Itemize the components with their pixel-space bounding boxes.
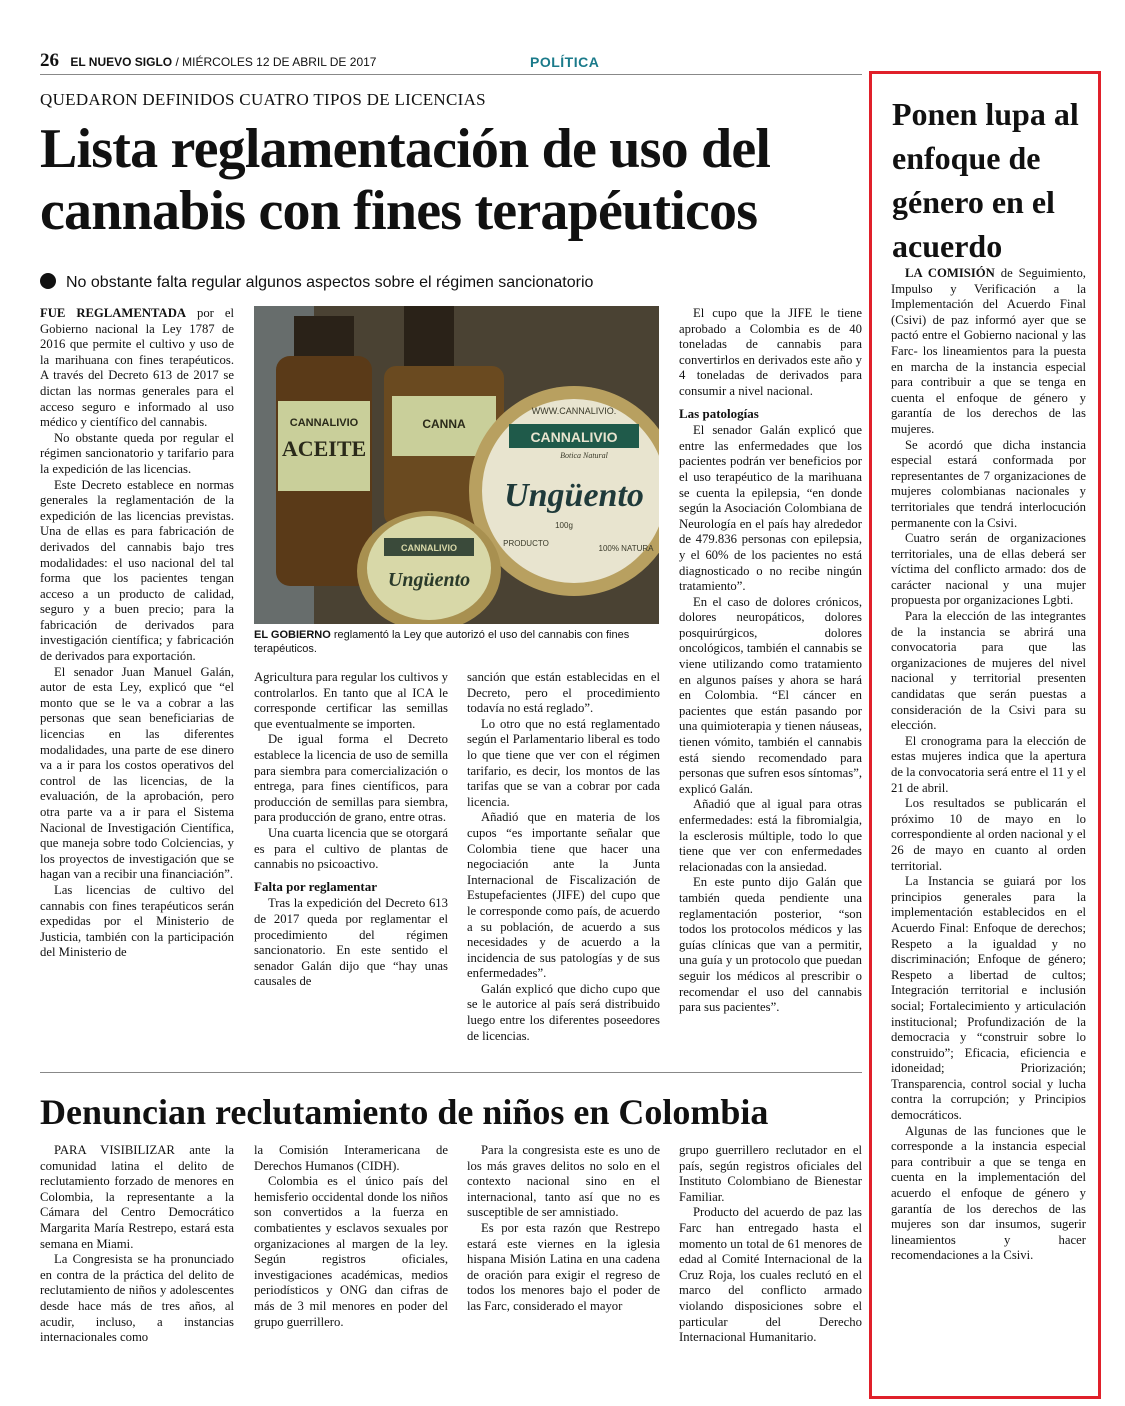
- paper-name: EL NUEVO SIGLO: [70, 55, 173, 69]
- tin-subtitle: Botica Natural: [560, 451, 608, 460]
- paragraph: Algunas de las funciones que le corresponde a la instancia especial para contribuir a que se tenga en cuenta en la implementación del acuerdo el enfoque de género y garantía de los derechos de las mujeres son dar insumos, sugerir lineamientos y hacer recomendaciones a la Csivi.: [891, 1123, 1086, 1263]
- subheading: Las patologías: [679, 405, 759, 421]
- article-headline: Lista reglamentación de uso del cannabis con fines terapéuticos: [40, 118, 771, 242]
- paragraph: Los resultados se publicarán el próximo 10 de mayo en lo correspondiente al orden nacional y el 26 de mayo en cuanto al orden territorial.: [891, 796, 1086, 873]
- paragraph: la Comisión Interamericana de Derechos Humanos (CIDH).: [254, 1143, 448, 1173]
- paragraph: La Instancia se guiará por los principios generales para la implementación establecidos en el Acuerdo Final: Enfoque de derechos; Respeto a la igualdad y no discriminación; Enfoque de género; Respeto a libertad de cultos; Integración territorial e inclusión social; Fortalecimiento y articulación institucional; Profundización de la democracia y “construir sobre lo construido”; Eficacia, eficiencia e idoneidad; Priorización; Transparencia, control social y lucha contra la corrupción; y Principios democráticos.: [891, 874, 1086, 1123]
- section-divider: [40, 1072, 862, 1073]
- masthead: [40, 50, 840, 72]
- paragraph: Agricultura para regular los cultivos y controlarlos. En tanto que al ICA le corresponde certificar las semillas que eventualmente se importen.: [254, 670, 448, 731]
- paragraph-text: ante la comunidad latina el delito de reclutamiento forzado de menores en Colombia, la representante a la Cámara del Centro Democrático Margarita María Restrepo, estará esta semana en Miami.: [40, 1143, 234, 1251]
- main-column-1: [40, 306, 234, 961]
- paragraph: Añadió que al igual para otras enfermedades: está la fibromialgia, la esclerosis múltiple, todo lo que tiene que ver con enfermedades relacionadas con la ansiedad.: [679, 797, 862, 874]
- lead-in: PARA VISIBILIZAR: [54, 1143, 175, 1157]
- paragraph: Para la elección de las integrantes de la instancia se abrirá una convocatoria para que las organizaciones de mujeres del nivel nacional y territorial presenten candidatas que serán puestas a consideración de la Csivi para su elección.: [891, 609, 1086, 733]
- cannabis-products-image: [254, 306, 659, 624]
- paragraph: Galán explicó que dicho cupo que se le autorice al país será distribuido luego entre los diferentes poseedores de licencias.: [467, 981, 660, 1043]
- photo-caption: [254, 628, 659, 656]
- paragraph: Colombia es el único país del hemisferio occidental donde los niños son convertidos a la fuerza en combatientes y esclavos sexuales por organizaciones al margen de la ley. Según registros oficiales, investigaciones académicas, medios periodísticos y ONG dan cifras de más de 3 mil menores en poder del grupo guerrillero.: [254, 1174, 448, 1329]
- paragraph: Producto del acuerdo de paz las Farc han entregado hasta el momento un total de 61 menores de edad al Comité Internacional de la Cruz Roja, los cuales reclutó en el marco del conflicto armado violando disposiciones sobre el particular del Derecho Internacional Humanitario.: [679, 1205, 862, 1345]
- paragraph: grupo guerrillero reclutador en el país, según registros oficiales del Instituto Colombiano de Bienestar Familiar.: [679, 1143, 862, 1204]
- lead-in: LA COMISIÓN: [905, 266, 995, 280]
- second-column-2: [254, 1143, 448, 1330]
- main-column-4: [679, 306, 862, 1016]
- paragraph: Es por esta razón que Restrepo estará este viernes en la iglesia hispana Misión Latina en una cadena de oración para exigir el regreso de todos los menores bajo el poder de las Farc, considerado el mayor: [467, 1220, 660, 1313]
- paragraph: Cuatro serán de organizaciones territoriales, una de ellas deberá ser víctima del conflicto armado: dos de carácter nacional y una mujer propuesta por organizaciones Lgbti.: [891, 531, 1086, 608]
- paragraph: [40, 1143, 234, 1252]
- mid-bottle-brand: CANNA: [422, 417, 466, 431]
- tin-producto: PRODUCTO: [503, 539, 549, 548]
- paragraph: De igual forma el Decreto establece la licencia de uso de semilla para siembra para comercialización o entrega, para fines científicos, para producción de semillas para siembra, para producción de grano, entre otras.: [254, 732, 448, 825]
- second-headline: Denuncian reclutamiento de niños en Colombia: [40, 1092, 769, 1132]
- paragraph: Tras la expedición del Decreto 613 de 2017 queda por reglamentar el procedimiento del régimen sancionatorio. En este sentido el senador Galán dijo que “hay unas causales de: [254, 896, 448, 989]
- section-label: POLÍTICA: [530, 54, 600, 70]
- paragraph: No obstante queda por regular el régimen sancionatorio y tarifario para la expedición de las licencias.: [40, 430, 234, 476]
- tin-natural: 100% NATURA: [598, 544, 654, 553]
- aceite-brand: CANNALIVIO: [289, 417, 359, 429]
- sidebar-column: [891, 266, 1086, 1264]
- second-column-1: [40, 1143, 234, 1346]
- bullet-icon: [40, 273, 56, 289]
- paragraph: En el caso de dolores crónicos, dolores neuropáticos, dolores posquirúrgicos, dolores oncológicos, también el cannabis se viene utilizando como tratamiento en algunos países y ahora se hará en Colombia. “El cáncer en pacientes que están pasando por una quimioterapia y tienen náuseas, tienen vómito, también el cannabis está siendo recomendado para personas que sufren esos síntomas”, explicó Galán.: [679, 594, 862, 796]
- paragraph: Se acordó que dicha instancia especial estará conformada por representantes de 7 organizaciones de mujeres colombianas nacionales y territoriales que tendrá interlocución permanente con la Csivi.: [891, 437, 1086, 530]
- subheadline-text: No obstante falta regular algunos aspectos sobre el régimen sancionatorio: [66, 274, 594, 291]
- main-column-3: [467, 670, 660, 1044]
- caption-text: reglamentó la Ley que autorizó el uso del cannabis con fines terapéuticos.: [254, 629, 630, 655]
- article-kicker: QUEDARON DEFINIDOS CUATRO TIPOS DE LICENCIAS: [40, 90, 486, 109]
- main-column-2: [254, 670, 448, 990]
- paragraph: En este punto dijo Galán que también queda pendiente una reglamentación posterior, “son todos los protocolos médicos y las guías clínicas que van a permitir, una guía y un protocolo que puedan seguir los médicos al prescribir o recomendar el uso del cannabis para sus pacientes”.: [679, 875, 862, 1015]
- product-photo: [254, 306, 659, 624]
- paragraph: sanción que están establecidas en el Decreto, pero el procedimiento todavía no está reglado”.: [467, 670, 660, 716]
- subheading: Falta por reglamentar: [254, 878, 377, 894]
- small-tin-name: Ungüento: [387, 569, 471, 591]
- paragraph: Este Decreto establece en normas generales la reglamentación de la expedición de las licencias previstas. Una de ellas es para fabricación de derivados del cannabis bajo tres modalidades: el uso nacional del tal forma que los pacientes tengan acceso a un producto de calidad, seguro y a buen precio; para la fabricación de derivados para investigación científica; y fabricación de derivados para exportación.: [40, 477, 234, 664]
- paragraph-text: por el Gobierno nacional la Ley 1787 de 2016 que permite el cultivo y uso de la marihuana con fines terapéuticos. A través del Decreto 613 de 2017 se dictan las normas generales para el acceso seguro e informado al uso médico y científico del cannabis.: [40, 306, 234, 430]
- tin-product-name: Ungüento: [504, 477, 644, 514]
- paragraph: Una cuarta licencia que se otorgará es para el cultivo de plantas de cannabis no psicoactivo.: [254, 825, 448, 872]
- paragraph: Las licencias de cultivo del cannabis con fines terapéuticos serán expedidas por el Ministerio de Justicia, también con la participación del Ministerio de: [40, 882, 234, 960]
- tin-url: WWW.CANNALIVIO.: [531, 406, 617, 416]
- paragraph: Añadió que en materia de los cupos “es importante señalar que Colombia tiene que hacer una negociación ante la Junta Internacional de Fiscalización de Estupefacientes (JIFE) del cupo que le corresponde como país, de acuerdo a su población, de acuerdo a sus necesidades y de acuerdo a la incidencia de sus patologías y de sus enfermedades”.: [467, 810, 660, 981]
- small-tin-brand: CANNALIVIO: [401, 543, 457, 553]
- paragraph: El cronograma para la elección de estas mujeres indica que la apertura de la convocatoria será entre el 11 y el 21 de abril.: [891, 733, 1086, 795]
- paragraph-text: de Seguimiento, Impulso y Verificación a la Implementación del Acuerdo Final (Csivi) de paz informó ayer que se pactó entre el Gobierno nacional y las Farc- los lineamientos para la puesta en marcha de la instancia especial para contribuir a que se tenga en cuenta el enfoque de género y garantía de los derechos de las mujeres.: [891, 266, 1086, 436]
- second-column-3: [467, 1143, 660, 1315]
- article-subheadline: [40, 273, 860, 292]
- paragraph: Lo otro que no está reglamentado según el Parlamentario liberal es todo lo que tiene que ver con el régimen tarifario, es decir, los montos de las tarifas que se van a cobrar por cada licencia.: [467, 716, 660, 809]
- sidebar-headline: Ponen lupa al enfoque de género en el acuerdo: [892, 96, 1079, 264]
- page-number: 26: [40, 50, 59, 71]
- aceite-label: ACEITE: [281, 436, 367, 461]
- issue-date: / MIÉRCOLES 12 DE ABRIL DE 2017: [175, 55, 377, 69]
- caption-lead: EL GOBIERNO: [254, 629, 331, 641]
- tin-weight: 100g: [555, 521, 573, 530]
- paragraph: El senador Galán explicó que entre las enfermedades que los pacientes podrán ver beneficios por el uso terapéutico de la marihuana se cuenta la epilepsia, “en donde según la Asociación Colombiana de Neurología en el país hay alrededor de 479.836 personas con epilepsia, y el 60% de los pacientes no está diagnosticado o no recibe ningún tratamiento”.: [679, 423, 862, 594]
- paragraph: [891, 266, 1086, 438]
- paragraph: Para la congresista este es uno de los más graves delitos no solo en el contexto nacional sino en el internacional, tanto así que no es susceptible de ser amnistiado.: [467, 1143, 660, 1220]
- header-rule: [40, 74, 862, 75]
- tin-brand: CANNALIVIO: [530, 429, 618, 445]
- paragraph: [40, 306, 234, 431]
- paragraph: La Congresista se ha pronunciado en contra de la práctica del delito de reclutamiento de niños y adolescentes desde hace más de tres años, al acudir, incluso, a instancias internacionales como: [40, 1252, 234, 1345]
- paragraph: El senador Juan Manuel Galán, autor de esta Ley, explicó que “el monto que se le va a cobrar a las personas que sean beneficiarias de licencias en las diferentes modalidades, una parte de ese dinero va a ir para los costos operativos del control de las licencias, de la evaluación, de la aprobación, pero otra parte va a ir para el Sistema Nacional de Investigación Científica, que maneja sobre todo Colciencias, y los proyectos de investigación que se hagan van a recibir una financiación”.: [40, 664, 234, 882]
- lead-in: FUE REGLAMENTADA: [40, 306, 187, 320]
- paragraph: El cupo que la JIFE le tiene aprobado a Colombia es de 40 toneladas de cannabis para convertirlos en derivados este año y 4 toneladas de derivados para consumir a nivel nacional.: [679, 306, 862, 398]
- second-column-4: [679, 1143, 862, 1346]
